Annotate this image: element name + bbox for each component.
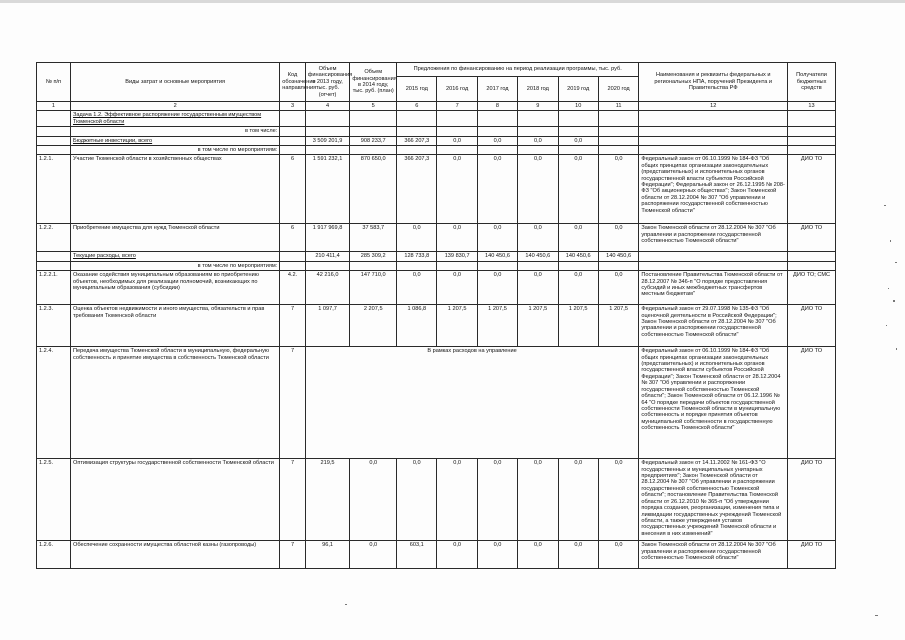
col-num: 5 bbox=[350, 102, 397, 111]
header-num: № п/п bbox=[37, 63, 71, 102]
value-cell: 0,0 bbox=[437, 271, 477, 305]
row-number: 1.2.1. bbox=[37, 155, 71, 224]
legal-acts: Постановление Правительства Тюменской области от 28.12.2007 № 346-п "О порядке предоставления субсидий и иных межбюджетных трансфертов местным бюджетам" bbox=[639, 271, 788, 305]
col-num: 8 bbox=[477, 102, 517, 111]
header-recipients: Получатели бюджетных средств bbox=[788, 63, 836, 102]
value-cell: 0,0 bbox=[477, 459, 517, 541]
value-cell: 1 207,5 bbox=[558, 305, 598, 347]
table-row bbox=[37, 224, 836, 252]
legal-acts: Закон Тюменской области от 28.12.2004 № 307 "Об управлении и распоряжении государственной собственностью Тюменской области" bbox=[639, 541, 788, 569]
table-row bbox=[37, 541, 836, 569]
scan-speck bbox=[345, 604, 347, 605]
legal-acts: Федеральный закон от 29.07.1998 № 135-ФЗ "Об оценочной деятельности в Российской Федерации"; Закон Тюменской области от 28.12.2004 № 307 "Об управлении и распоряжении государственной собственностью Тюменской области" bbox=[639, 305, 788, 347]
table-row bbox=[37, 155, 836, 224]
including-row bbox=[37, 127, 836, 136]
scan-speck bbox=[875, 615, 878, 616]
value-cell: 366 207,3 bbox=[397, 136, 437, 145]
row-name: Участие Тюменской области в хозяйственных обществах bbox=[70, 155, 279, 224]
header-acts: Наименования и реквизиты федеральных и региональных НПА, поручений Президента и Правительства РФ bbox=[639, 63, 788, 102]
scan-speck bbox=[886, 325, 887, 326]
value-cell: 0,0 bbox=[437, 155, 477, 224]
value-cell: 1 086,8 bbox=[397, 305, 437, 347]
scan-speck bbox=[890, 240, 891, 242]
row-name: Обеспечение сохранности имущества областной казны (газопроводы) bbox=[70, 541, 279, 569]
value-cell: 3 509 201,9 bbox=[305, 136, 350, 145]
value-cell: 908 233,7 bbox=[350, 136, 397, 145]
value-cell: 0,0 bbox=[558, 155, 598, 224]
scan-speck bbox=[895, 262, 897, 263]
col-num: 2 bbox=[70, 102, 279, 111]
value-cell: 285 309,2 bbox=[350, 252, 397, 261]
value-cell: 1 917 969,8 bbox=[305, 224, 350, 252]
value-cell: 0,0 bbox=[518, 136, 558, 145]
task-title: Задача 1.2. Эффективное распоряжение государственным имуществом Тюменской области bbox=[70, 111, 279, 127]
col-num: 12 bbox=[639, 102, 788, 111]
row-name: Оценка объектов недвижимости и иного имущества, обязательств и прав требования Тюменской области bbox=[70, 305, 279, 347]
col-num: 11 bbox=[598, 102, 638, 111]
col-num: 10 bbox=[558, 102, 598, 111]
value-cell: 0,0 bbox=[437, 136, 477, 145]
value-cell: 210 411,4 bbox=[305, 252, 350, 261]
value-cell: 0,0 bbox=[518, 541, 558, 569]
value-cell: 0,0 bbox=[437, 224, 477, 252]
value-cell: 0,0 bbox=[477, 541, 517, 569]
recipient: ДИО ТО bbox=[788, 541, 836, 569]
header-year: 2017 год bbox=[477, 77, 517, 102]
table-row bbox=[37, 271, 836, 305]
col-num: 13 bbox=[788, 102, 836, 111]
value-cell: 0,0 bbox=[558, 271, 598, 305]
row-number: 1.2.3. bbox=[37, 305, 71, 347]
recipient: ДИО ТО bbox=[788, 347, 836, 459]
value-cell: 0,0 bbox=[437, 459, 477, 541]
financing-table bbox=[36, 62, 836, 569]
scan-speck bbox=[896, 348, 897, 350]
row-code: 7 bbox=[280, 541, 305, 569]
scan-speck bbox=[884, 205, 886, 206]
row-number: 1.2.5. bbox=[37, 459, 71, 541]
management-expenses-note: В рамках расходов на управление bbox=[305, 347, 639, 459]
legal-acts: Федеральный закон от 06.10.1999 № 184-ФЗ "Об общих принципах организации законодательных (представительных) и исполнительных органов государственной власти субъектов Российской Федерации"; Федеральный закон от 26.12.1995 № 208-ФЗ "Об акционерных обществах"; Закон Тюменской области от 28.12.2004 № 307 "Об управлении и распоряжении государственной собственностью Тюменской области" bbox=[639, 155, 788, 224]
value-cell: 0,0 bbox=[477, 271, 517, 305]
value-cell: 140 450,6 bbox=[558, 252, 598, 261]
task-row bbox=[37, 111, 836, 127]
row-number: 1.2.2. bbox=[37, 224, 71, 252]
value-cell: 139 830,7 bbox=[437, 252, 477, 261]
value-cell: 140 450,6 bbox=[598, 252, 638, 261]
including-events-label: в том числе по мероприятиям: bbox=[70, 261, 279, 270]
recipient: ДИО ТО bbox=[788, 224, 836, 252]
top-scan-edge bbox=[0, 0, 905, 3]
value-cell: 0,0 bbox=[518, 155, 558, 224]
table-row bbox=[37, 305, 836, 347]
row-name: Передача имущества Тюменской области в муниципальную, федеральную собственность и принятие имущества в собственность Тюменской области bbox=[70, 347, 279, 459]
row-number: 1.2.4. bbox=[37, 347, 71, 459]
value-cell: 147 710,0 bbox=[350, 271, 397, 305]
value-cell: 0,0 bbox=[437, 541, 477, 569]
value-cell: 0,0 bbox=[558, 136, 598, 145]
header-year: 2019 год bbox=[558, 77, 598, 102]
header-row-1 bbox=[37, 63, 836, 77]
investments-total-row bbox=[37, 136, 836, 145]
row-code: 4.2. bbox=[280, 271, 305, 305]
col-num: 3 bbox=[280, 102, 305, 111]
current-total-row bbox=[37, 252, 836, 261]
row-code: 6 bbox=[280, 155, 305, 224]
col-num: 7 bbox=[437, 102, 477, 111]
table-row bbox=[37, 459, 836, 541]
current-label: Текущие расходы, всего bbox=[70, 252, 279, 261]
value-cell: 0,0 bbox=[558, 224, 598, 252]
row-code: 6 bbox=[280, 224, 305, 252]
scan-speck bbox=[888, 288, 889, 289]
value-cell: 0,0 bbox=[598, 271, 638, 305]
value-cell: 0,0 bbox=[598, 224, 638, 252]
value-cell: 140 450,6 bbox=[477, 252, 517, 261]
value-cell: 219,5 bbox=[305, 459, 350, 541]
row-code: 7 bbox=[280, 305, 305, 347]
recipient: ДИО ТО bbox=[788, 155, 836, 224]
row-name: Оптимизация структуры государственной собственности Тюменской области bbox=[70, 459, 279, 541]
legal-acts: Федеральный закон от 06.10.1999 № 184-ФЗ "Об общих принципах организации законодательных (представительных) и исполнительных органов государственной власти субъектов Российской Федерации"; Закон Тюменской области от 28.12.2004 № 307 "Об управлении и распоряжении государственной собственностью Тюменской области"; Закон Тюменской области от 06.12.1996 № 64 "О порядке передачи объектов государственной собственности Тюменской области в муниципальную собственность и порядке принятия объектов муниципальной собственности в государственную собственность Тюменской области" bbox=[639, 347, 788, 459]
col-num: 1 bbox=[37, 102, 71, 111]
value-cell: 1 097,7 bbox=[305, 305, 350, 347]
row-number: 1.2.2.1. bbox=[37, 271, 71, 305]
row-name: Приобретение имущества для нужд Тюменской области bbox=[70, 224, 279, 252]
row-number: 1.2.6. bbox=[37, 541, 71, 569]
recipient: ДИО ТО; СМС bbox=[788, 271, 836, 305]
header-year: 2016 год bbox=[437, 77, 477, 102]
value-cell: 603,1 bbox=[397, 541, 437, 569]
value-cell: 0,0 bbox=[558, 541, 598, 569]
value-cell: 0,0 bbox=[397, 271, 437, 305]
value-cell: 0,0 bbox=[518, 459, 558, 541]
value-cell: 0,0 bbox=[558, 459, 598, 541]
value-cell: 0,0 bbox=[477, 224, 517, 252]
header-2013: Объем финансирования в 2013 году, тыс. руб. (отчет) bbox=[305, 63, 350, 102]
header-year: 2018 год bbox=[518, 77, 558, 102]
value-cell: 96,1 bbox=[305, 541, 350, 569]
value-cell: 0,0 bbox=[397, 459, 437, 541]
including-events-label: в том числе по мероприятиям: bbox=[70, 146, 279, 155]
header-year: 2020 год bbox=[598, 77, 638, 102]
column-number-row bbox=[37, 102, 836, 111]
value-cell: 42 216,0 bbox=[305, 271, 350, 305]
recipient: ДИО ТО bbox=[788, 305, 836, 347]
value-cell: 0,0 bbox=[598, 541, 638, 569]
header-year: 2015 год bbox=[397, 77, 437, 102]
value-cell: 870 650,0 bbox=[350, 155, 397, 224]
col-num: 4 bbox=[305, 102, 350, 111]
value-cell: 1 207,5 bbox=[598, 305, 638, 347]
col-num: 6 bbox=[397, 102, 437, 111]
col-num: 9 bbox=[518, 102, 558, 111]
value-cell: 0,0 bbox=[397, 224, 437, 252]
value-cell: 0,0 bbox=[350, 541, 397, 569]
legal-acts: Федеральный закон от 14.11.2002 № 161-ФЗ "О государственных и муниципальных унитарных предприятиях"; Закон Тюменской области от 28.12.2004 № 307 "Об управлении и распоряжении государственной собственностью Тюменской области"; постановление Правительства Тюменской области от 26.12.2010 № 365-п "Об утверждении порядка создания, реорганизации, изменения типа и ликвидации государственных учреждений Тюменской области, а также утверждения уставов государственных учреждений Тюменской области и внесения в них изменений" bbox=[639, 459, 788, 541]
scan-speck bbox=[893, 300, 895, 302]
header-2014: Объем финансирования в 2014 году, тыс. руб. (план) bbox=[350, 63, 397, 102]
including-events-row bbox=[37, 146, 836, 155]
including-label: в том числе: bbox=[70, 127, 279, 136]
value-cell: 0,0 bbox=[518, 271, 558, 305]
row-code: 7 bbox=[280, 347, 305, 459]
including-events-row bbox=[37, 261, 836, 270]
value-cell: 366 207,3 bbox=[397, 155, 437, 224]
value-cell: 0,0 bbox=[518, 224, 558, 252]
row-name: Оказание содействия муниципальным образованиям во приобретению объектов, необходимых для реализации полномочий, возникающих по муниципальным образования (субсидии) bbox=[70, 271, 279, 305]
value-cell: 0,0 bbox=[598, 155, 638, 224]
header-program-period: Предложения по финансированию на период реализации программы, тыс. руб. bbox=[397, 63, 639, 77]
value-cell: 1 207,5 bbox=[437, 305, 477, 347]
value-cell: 0,0 bbox=[477, 136, 517, 145]
value-cell: 1 207,5 bbox=[477, 305, 517, 347]
value-cell: 140 450,6 bbox=[518, 252, 558, 261]
investments-label: Бюджетные инвестиции, всего bbox=[70, 136, 279, 145]
value-cell: 2 207,5 bbox=[350, 305, 397, 347]
value-cell: 37 583,7 bbox=[350, 224, 397, 252]
header-name: Виды затрат и основные мероприятия bbox=[70, 63, 279, 102]
value-cell: 1 591 232,1 bbox=[305, 155, 350, 224]
value-cell: 128 733,8 bbox=[397, 252, 437, 261]
recipient: ДИО ТО bbox=[788, 459, 836, 541]
value-cell: 0,0 bbox=[350, 459, 397, 541]
header-code: Код обозначение направления bbox=[280, 63, 305, 102]
row-code: 7 bbox=[280, 459, 305, 541]
value-cell: 0,0 bbox=[598, 459, 638, 541]
legal-acts: Закон Тюменской области от 28.12.2004 № 307 "Об управлении и распоряжении государственной собственностью Тюменской области" bbox=[639, 224, 788, 252]
table-row bbox=[37, 347, 836, 459]
value-cell: 0,0 bbox=[477, 155, 517, 224]
value-cell: 1 207,5 bbox=[518, 305, 558, 347]
